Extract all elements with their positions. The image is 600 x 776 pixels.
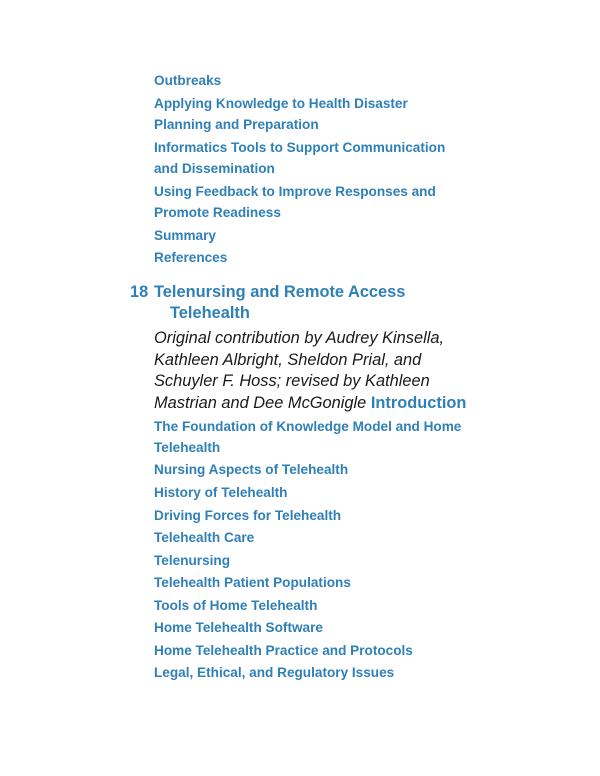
toc-entry-summary[interactable]: Summary (154, 228, 216, 243)
toc-entry-informatics-tools[interactable]: Informatics Tools to Support Communication (154, 140, 446, 155)
toc-entry-foundation-of-knowledge-cont[interactable]: Telehealth (154, 440, 221, 455)
credit-line: Kathleen Albright, Sheldon Prial, and (154, 350, 422, 369)
chapter-title[interactable]: Telenursing and Remote Access (154, 283, 406, 301)
chapter-credit (154, 328, 484, 414)
toc-entry-outbreaks[interactable]: Outbreaks (154, 73, 222, 88)
toc-entry-using-feedback[interactable]: Using Feedback to Improve Responses and (154, 184, 436, 199)
toc-entry-driving-forces[interactable]: Driving Forces for Telehealth (154, 508, 342, 523)
toc-entry-using-feedback-cont[interactable]: Promote Readiness (154, 205, 281, 220)
toc-entry-practice-protocols[interactable]: Home Telehealth Practice and Protocols (154, 643, 413, 658)
chapter-number: 18 (130, 283, 149, 301)
credit-line: Schuyler F. Hoss; revised by Kathleen (154, 372, 430, 390)
toc-entry-introduction[interactable]: Introduction (370, 393, 467, 412)
toc-entry-applying-knowledge-cont[interactable]: Planning and Preparation (154, 117, 319, 132)
toc-entry-patient-populations[interactable]: Telehealth Patient Populations (154, 575, 351, 590)
toc-entry-legal-ethical[interactable]: Legal, Ethical, and Regulatory Issues (154, 665, 395, 680)
toc-entry-nursing-aspects[interactable]: Nursing Aspects of Telehealth (154, 462, 349, 477)
toc-entry-history[interactable]: History of Telehealth (154, 485, 288, 500)
toc-entry-tools[interactable]: Tools of Home Telehealth (154, 598, 318, 613)
toc-entry-references[interactable]: References (154, 250, 228, 265)
credit-line: Original contribution by Audrey Kinsella, (154, 329, 445, 347)
chapter-title-cont[interactable]: Telehealth (170, 304, 250, 322)
toc-entry-applying-knowledge[interactable]: Applying Knowledge to Health Disaster (154, 96, 408, 111)
toc-entry-foundation-of-knowledge[interactable]: The Foundation of Knowledge Model and Home (154, 419, 462, 434)
toc-entry-informatics-tools-cont[interactable]: and Dissemination (154, 161, 275, 176)
toc-entry-telenursing[interactable]: Telenursing (154, 553, 231, 568)
credit-line: Mastrian and Dee McGonigle (154, 393, 367, 412)
toc-entry-software[interactable]: Home Telehealth Software (154, 620, 323, 635)
toc-entry-telehealth-care[interactable]: Telehealth Care (154, 530, 255, 545)
